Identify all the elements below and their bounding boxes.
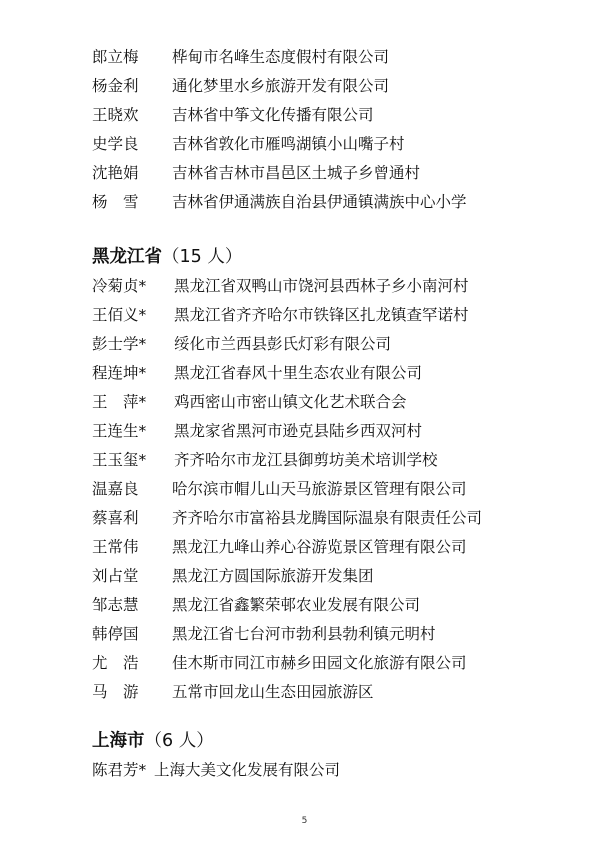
organization-name: 五常市回龙山生态田园旅游区 [172, 683, 374, 701]
organization-name: 吉林省敦化市雁鸣湖镇小山嘴子村 [172, 135, 405, 153]
person-name: 刘占堂 [92, 567, 139, 585]
organization-name: 黑龙江省双鸭山市饶河县西林子乡小南河村 [174, 277, 469, 295]
person-name: 沈艳娟 [92, 164, 139, 182]
person-name: 冷菊贞* [92, 277, 147, 295]
organization-name: 吉林省伊通满族自治县伊通镇满族中心小学 [172, 193, 467, 211]
person-name: 温嘉良 [92, 480, 139, 498]
section-heading [92, 727, 214, 755]
organization-name: 黑龙江九峰山养心谷游览景区管理有限公司 [172, 538, 467, 556]
person-name: 王连生* [92, 422, 147, 440]
person-name: 王晓欢 [92, 106, 139, 124]
person-name: 郎立梅 [92, 48, 139, 66]
organization-name: 桦甸市名峰生态度假村有限公司 [172, 48, 390, 66]
organization-name: 齐齐哈尔市富裕县龙腾国际温泉有限责任公司 [172, 509, 483, 527]
organization-name: 黑龙家省黑河市逊克县陆乡西双河村 [174, 422, 423, 440]
province-name: 黑龙江省 [92, 247, 162, 267]
organization-name: 黑龙江省齐齐哈尔市铁锋区扎龙镇查罕诺村 [174, 306, 469, 324]
person-name: 杨金利 [92, 77, 139, 95]
province-name: 上海市 [92, 731, 145, 751]
person-name: 杨 雪 [92, 193, 139, 211]
person-name: 邹志慧 [92, 596, 139, 614]
person-name: 王常伟 [92, 538, 139, 556]
person-name: 王玉玺* [92, 451, 147, 469]
person-name: 蔡喜利 [92, 509, 139, 527]
person-name: 王佰义* [92, 306, 147, 324]
organization-name: 黑龙江省七台河市勃利县勃利镇元明村 [172, 625, 436, 643]
organization-name: 黑龙江方圆国际旅游开发集团 [172, 567, 374, 585]
person-name: 彭士学* [92, 335, 147, 353]
organization-name: 吉林省中筝文化传播有限公司 [172, 106, 374, 124]
organization-name: 齐齐哈尔市龙江县御剪坊美术培训学校 [174, 451, 438, 469]
organization-name: 哈尔滨市帽儿山天马旅游景区管理有限公司 [172, 480, 467, 498]
person-count: （15 人） [162, 247, 243, 267]
person-name: 尤 浩 [92, 654, 139, 672]
organization-name: 吉林省吉林市昌邑区土城子乡曾通村 [172, 164, 421, 182]
person-name: 马 游 [92, 683, 139, 701]
organization-name: 鸡西密山市密山镇文化艺术联合会 [174, 393, 407, 411]
organization-name: 通化梦里水乡旅游开发有限公司 [172, 77, 390, 95]
person-name: 王 萍* [92, 393, 147, 411]
section-heading [92, 243, 242, 271]
page-number: 5 [301, 816, 308, 826]
organization-name: 佳木斯市同江市赫乡田园文化旅游有限公司 [172, 654, 467, 672]
organization-name: 黑龙江省鑫繁荣邨农业发展有限公司 [172, 596, 421, 614]
person-name: 陈君芳* [92, 761, 147, 779]
organization-name: 绥化市兰西县彭氏灯彩有限公司 [174, 335, 392, 353]
person-count: （6 人） [144, 731, 214, 751]
organization-name: 上海大美文化发展有限公司 [154, 761, 341, 779]
person-name: 韩停国 [92, 625, 139, 643]
person-name: 程连坤* [92, 364, 147, 382]
organization-name: 黑龙江省春风十里生态农业有限公司 [174, 364, 423, 382]
person-name: 史学良 [92, 135, 139, 153]
